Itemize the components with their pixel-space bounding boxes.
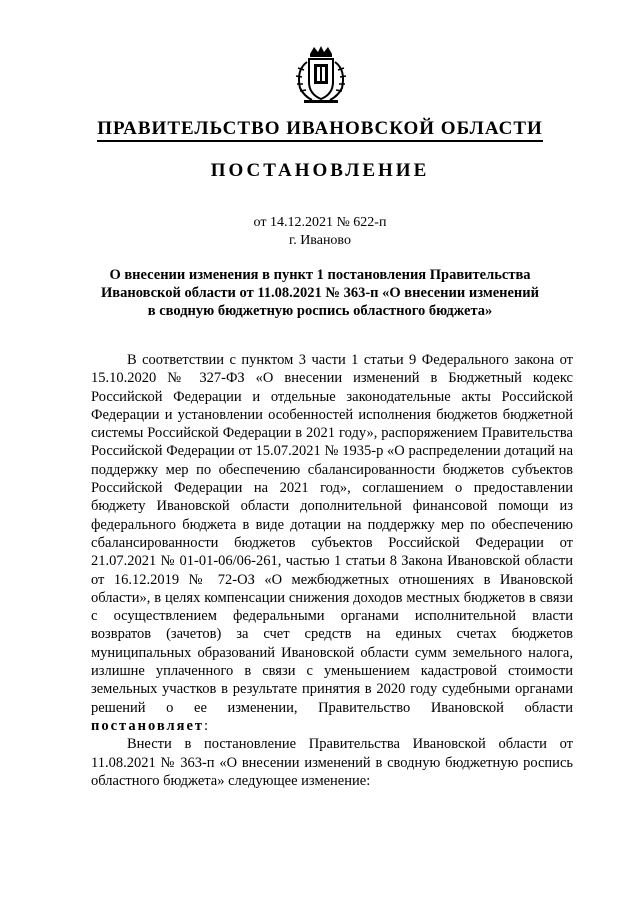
document-meta <box>0 214 640 250</box>
document-type: ПОСТАНОВЛЕНИЕ <box>210 160 430 181</box>
coat-of-arms-icon <box>290 44 352 106</box>
date-number: от 14.12.2021 № 622-п <box>253 215 387 230</box>
paragraph-2: Внести в постановление Правительства Ивановской области от 11.08.2021 № 363-п «О внесении изменений в сводную бюджетную роспись областного бюджета» следующее изменение: <box>91 736 573 789</box>
paragraph-1: В соответствии с пунктом 3 части 1 статьи 9 Федерального закона от 15.10.2020 № 327-ФЗ «О внесении изменений в Бюджетный кодекс Российской Федерации и отдельные законодательные акты Российской Федерации и установлении особенностей исполнения бюджетов бюджетной системы Российской Федерации в 2021 году», распоряжением Правительства Российской Федерации от 15.07.2021 № 1935-р «О распределении дотаций на поддержку мер по обеспечению сбалансированности бюджетов субъектов Российской Федерации на 2021 год», соглашением о предоставлении бюджету Ивановской области дополнительной финансовой помощи из федерального бюджета в виде дотации на поддержку мер по обеспечению сбалансированности бюджетов субъектов Российской Федерации от 21.07.2021 № 01-01-06/06-261, частью 1 статьи 8 Закона Ивановской области от 16.12.2019 № 72-ОЗ «О межбюджетных отношениях в Ивановской области», в целях компенсации снижения доходов местных бюджетов в связи с осуществлением федеральными органами исполнительной власти возвратов (зачетов) за счет средств на единых счетах бюджетов муниципальных образований Ивановской области сумм земельного налога, излишне уплаченного в связи с уменьшением кадастровой стоимости земельных участков в результате принятия в 2020 году судебными органами решений о ее изменении, Правительство Ивановской области постановляет: <box>91 352 573 734</box>
city: г. Иваново <box>289 233 351 248</box>
paragraph-1-text: В соответствии с пунктом 3 части 1 статьи 9 Федерального закона от 15.10.2020 № 327-ФЗ «О внесении изменений в Бюджетный кодекс Российской Федерации и отдельные законодательные акты Российской Федерации и установлении особенностей исполнения бюджетов бюджетной системы Российской Федерации в 2021 году», распоряжением Правительства Российской Федерации от 15.07.2021 № 1935-р «О распределении дотаций на поддержку мер по обеспечению сбалансированности бюджетов субъектов Российской Федерации на 2021 год», соглашением о предоставлении бюджету Ивановской области дополнительной финансовой помощи из федерального бюджета в виде дотации на поддержку мер по обеспечению сбалансированности бюджетов субъектов Российской Федерации от 21.07.2021 № 01-01-06/06-261, частью 1 статьи 8 Закона Ивановской области от 16.12.2019 № 72-ОЗ «О межбюджетных отношениях в Ивановской области», в целях компенсации снижения доходов местных бюджетов в связи с осуществлением федеральными органами исполнительной власти возвратов (зачетов) за счет средств на единых счетах бюджетов муниципальных образований Ивановской области сумм земельного налога, излишне уплаченного в связи с уменьшением кадастровой стоимости земельных участков в результате принятия в 2020 году судебными органами решений о ее изменении, Правительство Ивановской области <box>91 352 573 716</box>
subject-line-3: в сводную бюджетную роспись областного бюджета» <box>147 303 493 319</box>
document-body <box>91 351 573 790</box>
subject-line-1: О внесении изменения в пункт 1 постановления Правительства <box>109 267 531 283</box>
resolves-word: постановляет <box>91 717 205 734</box>
government-title-text: ПРАВИТЕЛЬСТВО ИВАНОВСКОЙ ОБЛАСТИ <box>97 118 543 142</box>
document-subject <box>60 266 580 320</box>
subject-line-2: Ивановской области от 11.08.2021 № 363-п «О внесении изменений <box>101 285 539 301</box>
government-title <box>0 118 640 140</box>
